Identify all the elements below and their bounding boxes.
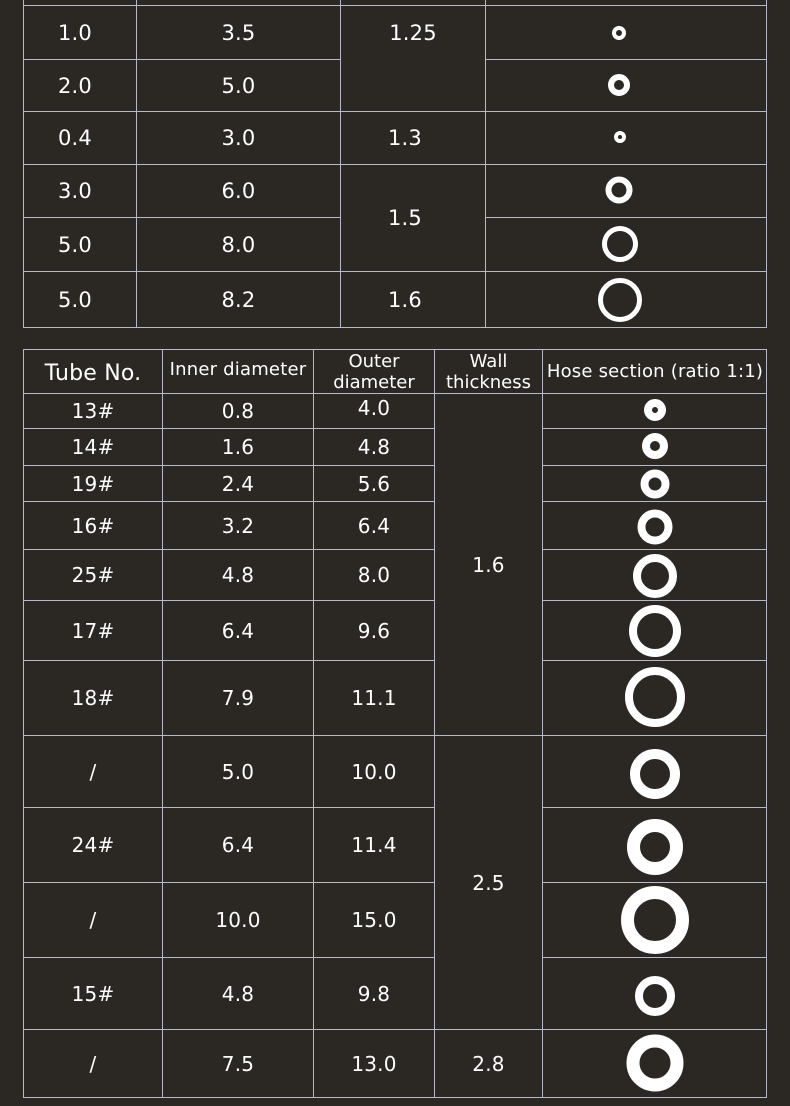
outer-diameter-cell: 3.0 <box>221 126 256 150</box>
inner-diameter-cell: 5.0 <box>221 759 255 784</box>
hose-section-ring <box>638 510 673 545</box>
hose-section-ring <box>627 1035 684 1092</box>
outer-diameter-cell: 11.1 <box>351 686 397 710</box>
hose-section-ring <box>630 749 680 799</box>
wall-thickness-cell: 1.6 <box>388 287 422 312</box>
outer-diameter-cell: 5.0 <box>221 73 256 98</box>
hose-section-ring <box>612 26 626 40</box>
inner-diameter-cell: 7.5 <box>221 1051 255 1076</box>
outer-diameter-cell: 6.0 <box>221 179 256 203</box>
inner-diameter-cell: 4.8 <box>221 563 255 587</box>
inner-diameter-cell: 3.2 <box>221 513 255 538</box>
inner-diameter-cell: 2.4 <box>221 471 255 496</box>
hose-section-ring <box>614 131 626 143</box>
outer-diameter-cell: 8.0 <box>357 563 391 587</box>
tube-no-cell: 17# <box>71 618 115 643</box>
tube-no-cell: 16# <box>71 513 115 538</box>
hose-section-ring <box>641 470 670 499</box>
upper-table-row-line <box>485 59 767 60</box>
tube-no-cell: 13# <box>71 399 115 423</box>
hose-section-ring <box>627 819 683 875</box>
outer-diameter-cell: 11.4 <box>351 833 397 857</box>
hose-section-ring <box>642 433 668 459</box>
inner-diameter-cell: 1.6 <box>221 435 255 459</box>
tube-no-cell: 24# <box>71 833 115 857</box>
hose-section-ring <box>644 399 666 421</box>
hose-section-ring <box>633 554 677 598</box>
header-wall-thickness <box>435 350 542 393</box>
table-row-line <box>542 600 767 601</box>
header-tube-no: Tube No. <box>44 360 142 386</box>
hose-section-ring <box>602 226 638 262</box>
table-row-line <box>542 501 767 502</box>
table-row-line <box>542 465 767 466</box>
wall-thickness-cell: 2.8 <box>472 1051 505 1076</box>
table-row-line <box>542 807 767 808</box>
wall-thickness-cell: 1.25 <box>389 21 437 45</box>
inner-diameter-cell: 0.8 <box>221 399 255 423</box>
outer-diameter-cell: 9.8 <box>357 981 391 1006</box>
header-inner-diameter: Inner diameter <box>169 359 307 380</box>
outer-diameter-cell: 5.6 <box>357 471 391 496</box>
inner-diameter-cell: 4.8 <box>221 981 255 1006</box>
table-divider <box>542 350 543 1097</box>
header-hose-section: Hose section (ratio 1:1) <box>546 361 764 382</box>
tube-no-cell: 15# <box>71 981 115 1006</box>
inner-diameter-cell: 6.4 <box>221 833 255 857</box>
table-row-line <box>542 882 767 883</box>
hose-section-ring <box>635 976 675 1016</box>
hose-section-ring <box>598 278 642 322</box>
outer-diameter-cell: 8.0 <box>221 232 256 257</box>
tube-no-cell: 25# <box>71 563 115 587</box>
header-outer-line2: diameter <box>333 371 415 393</box>
wall-thickness-cell: 1.6 <box>472 552 505 577</box>
inner-diameter-cell: 6.4 <box>221 618 255 643</box>
tube-no-cell: 18# <box>71 686 115 710</box>
outer-diameter-cell: 4.0 <box>357 396 391 420</box>
wall-thickness-cell: 2.5 <box>472 870 505 895</box>
hose-section-ring <box>606 177 633 204</box>
outer-diameter-cell: 10.0 <box>351 759 397 784</box>
outer-diameter-cell: 8.2 <box>221 287 256 312</box>
inner-diameter-cell: 2.0 <box>58 73 92 98</box>
outer-diameter-cell: 13.0 <box>351 1051 397 1076</box>
tube-no-cell: 14# <box>71 435 115 459</box>
header-outer-line1: Outer <box>348 350 400 372</box>
header-wall-line2: thickness <box>445 371 532 393</box>
outer-diameter-cell: 6.4 <box>357 513 391 538</box>
tube-no-cell: / <box>89 908 97 932</box>
table-row-line <box>542 660 767 661</box>
outer-diameter-cell: 4.8 <box>357 435 391 459</box>
hose-section-ring <box>629 605 681 657</box>
inner-diameter-cell: 5.0 <box>58 287 92 312</box>
tube-no-cell: / <box>89 1051 97 1076</box>
table-row-line <box>542 549 767 550</box>
inner-diameter-cell: 3.0 <box>58 179 92 203</box>
outer-diameter-cell: 3.5 <box>221 20 256 45</box>
wall-thickness-cell: 1.3 <box>388 126 422 150</box>
upper-table-row-line <box>485 217 767 218</box>
table-row-line <box>542 957 767 958</box>
hose-section-ring <box>625 667 685 727</box>
header-wall-line1: Wall <box>469 350 508 372</box>
outer-diameter-cell: 9.6 <box>357 618 391 643</box>
tube-no-cell: 19# <box>71 471 115 496</box>
inner-diameter-cell: 0.4 <box>58 126 92 150</box>
hose-section-ring <box>608 74 630 96</box>
outer-diameter-cell: 15.0 <box>351 908 397 932</box>
inner-diameter-cell: 7.9 <box>221 686 255 710</box>
tube-no-cell: / <box>89 759 97 784</box>
wall-thickness-cell: 1.5 <box>388 206 422 230</box>
table-row-line <box>542 428 767 429</box>
inner-diameter-cell: 5.0 <box>58 232 92 257</box>
hose-section-ring <box>621 886 689 954</box>
inner-diameter-cell: 1.0 <box>58 20 92 45</box>
header-outer-diameter <box>314 350 434 393</box>
inner-diameter-cell: 10.0 <box>215 908 261 932</box>
